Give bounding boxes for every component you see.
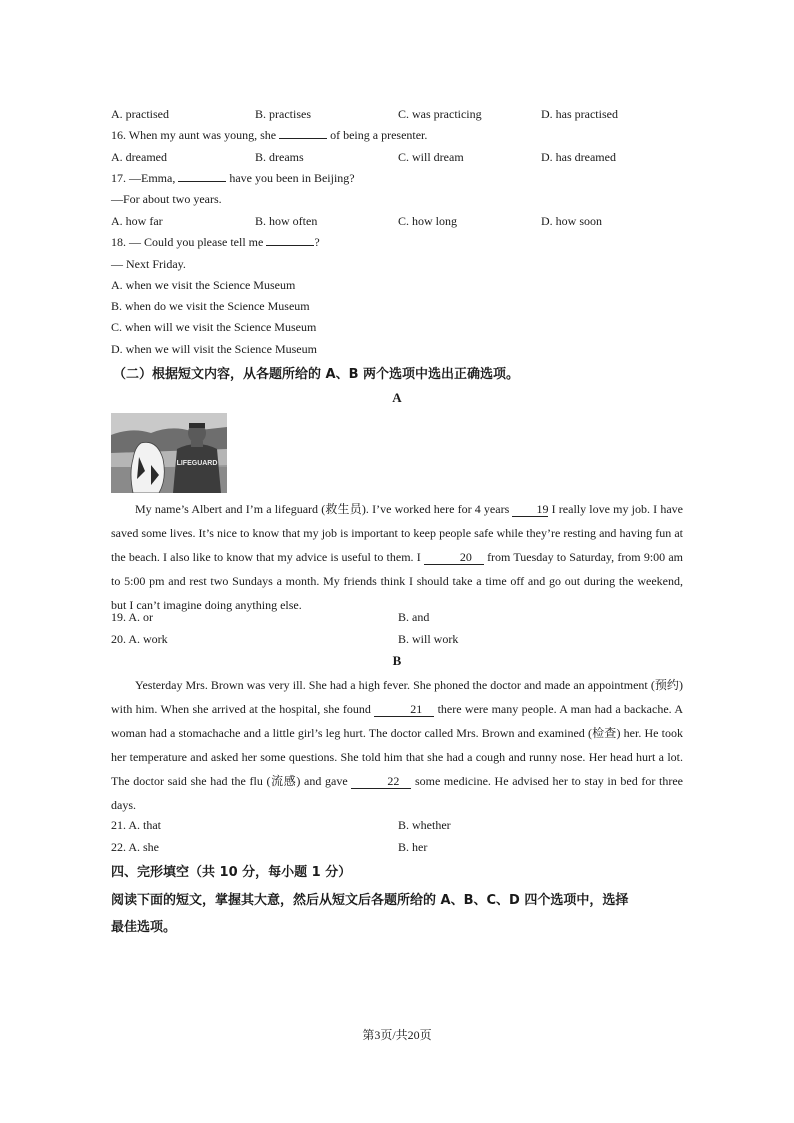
q18-option-d: D. when we will visit the Science Museum [111, 342, 317, 356]
q18-stem-post: ? [314, 235, 320, 249]
passage-a-text-1: My name’s Albert and I’m a lifeguard (救生员). I’ve worked here for 4 years [135, 502, 513, 516]
lifeguard-shirt-text: LIFEGUARD [176, 460, 218, 467]
q20-option-a: 20. A. work [111, 632, 168, 646]
q19-option-b: B. and [398, 610, 430, 624]
passage-a-text-3: from Tuesday to Saturday, from 9:00 am to 5:00 pm and rest two Sundays a month. My friends think I should take a time off and go out during the weekend, but I can’t imagine doing anything else. [111, 550, 683, 612]
q16-stem-pre: 16. When my aunt was young, she [111, 128, 277, 142]
q16-option-c: C. will dream [398, 150, 464, 164]
q16-option-a: A. dreamed [111, 150, 167, 164]
passage-b-text [111, 673, 683, 817]
passage-b-text-3: some medicine. He advised her to stay in bed for three days. [111, 774, 683, 812]
q15-option-c: C. was practicing [398, 107, 482, 121]
q22-option-b: B. her [398, 840, 428, 854]
q15-option-b: B. practises [255, 107, 311, 121]
blank-21: 21 [374, 702, 434, 717]
q18-option-c: C. when will we visit the Science Museum [111, 320, 317, 334]
q17-blank [178, 170, 226, 182]
q16-stem-post: of being a presenter. [330, 128, 428, 142]
passage-a-text [111, 497, 683, 617]
q16-option-d: D. has dreamed [541, 150, 616, 164]
section-4-instructions-line-1: 阅读下面的短文，掌握其大意，然后从短文后各题所给的 A、B、C、D 四个选项中，选择 [111, 893, 629, 908]
q16-option-b: B. dreams [255, 150, 304, 164]
q16-blank [279, 127, 327, 139]
blank-19: 19 [512, 502, 548, 517]
page-footer: 第3页/共20页 [362, 1028, 432, 1042]
passage-b-text-1: Yesterday Mrs. Brown was very ill. She had a high fever. She phoned the doctor and made an appointment (预约) with him. When she arrived at the hospital, she found [111, 678, 683, 716]
q21-option-a: 21. A. that [111, 818, 161, 832]
q15-option-d: D. has practised [541, 107, 618, 121]
section-2-heading: （二）根据短文内容，从各题所给的 A、B 两个选项中选出正确选项。 [113, 367, 520, 382]
passage-b-text-2: there were many people. A man had a backache. A woman had a stomachache and a little girl’s leg hurt. The doctor called Mrs. Brown and examined (检查) her. He took her temperature and asked her some questions. She told him that she had a cough and runny nose. Her head hurt a lot. The doctor said she had the flu (流感) and gave [111, 702, 683, 788]
q17-stem [111, 170, 355, 186]
passage-b-label: B [392, 653, 402, 668]
q17-stem-post: have you been in Beijing? [229, 171, 355, 185]
q16-stem [111, 127, 427, 143]
blank-22: 22 [351, 774, 411, 789]
section-4-heading: 四、完形填空（共 10 分，每小题 1 分） [111, 865, 352, 880]
q20-option-b: B. will work [398, 632, 459, 646]
q18-answer-line: — Next Friday. [111, 257, 186, 271]
passage-a-label: A [392, 390, 402, 405]
q18-option-b: B. when do we visit the Science Museum [111, 299, 310, 313]
lifeguard-photo [111, 413, 227, 493]
q17-option-b: B. how often [255, 214, 318, 228]
q21-option-b: B. whether [398, 818, 451, 832]
q18-stem-pre: 18. — Could you please tell me [111, 235, 264, 249]
section-4-instructions-line-2: 最佳选项。 [111, 920, 177, 935]
q17-stem-pre: 17. —Emma, [111, 171, 176, 185]
q18-option-a: A. when we visit the Science Museum [111, 278, 296, 292]
q17-option-a: A. how far [111, 214, 163, 228]
q22-option-a: 22. A. she [111, 840, 159, 854]
q17-answer-line: —For about two years. [111, 192, 222, 206]
q19-option-a: 19. A. or [111, 610, 153, 624]
q17-option-c: C. how long [398, 214, 458, 228]
q17-option-d: D. how soon [541, 214, 603, 228]
q18-blank [266, 234, 314, 246]
q15-option-a: A. practised [111, 107, 169, 121]
q18-stem [111, 234, 320, 250]
passage-a-text-2: I really love my job. I have saved some lives. It’s nice to know that my job is important to keep people safe while they’re resting and having fun at the beach. I also like to know that my advice is useful to them. I [111, 502, 683, 564]
blank-20: 20 [424, 550, 484, 565]
